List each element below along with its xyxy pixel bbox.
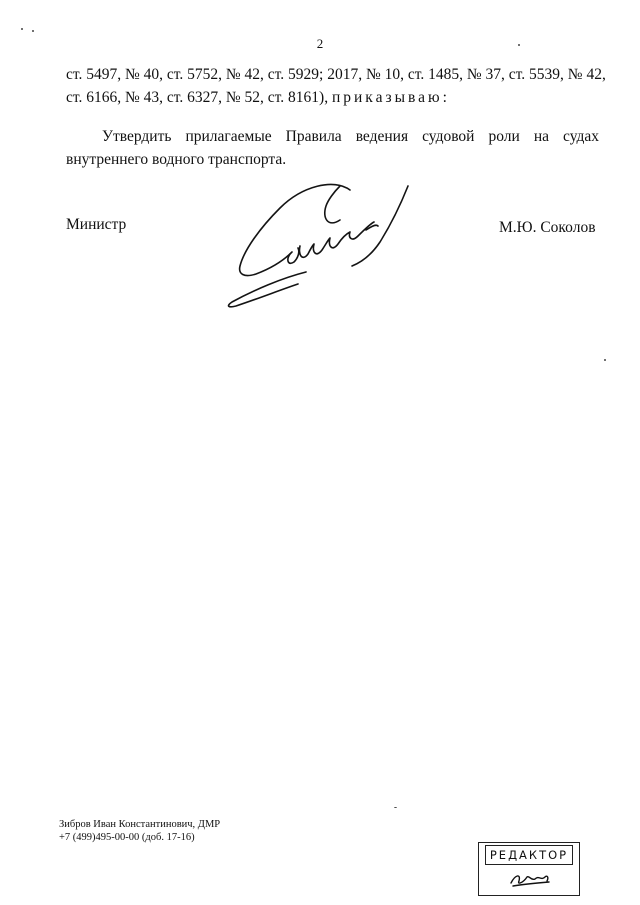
scan-speck (32, 30, 34, 32)
stamp-initials-scribble (509, 867, 551, 889)
contact-phone: +7 (499)495-00-00 (доб. 17-16) (59, 832, 195, 843)
text-line: Утвердить прилагаемые Правила ведения судовой роли на судах (102, 128, 599, 145)
signatory-name: М.Ю. Соколов (499, 219, 596, 236)
approval-paragraph (66, 125, 599, 171)
page-number: 2 (316, 36, 324, 51)
scan-speck (21, 28, 23, 30)
stamp-label: РЕДАКТОР (485, 845, 573, 865)
handwritten-signature (222, 178, 418, 316)
decree-basis-paragraph (66, 63, 606, 109)
text-line: ст. 5497, № 40, ст. 5752, № 42, ст. 5929; 2017, № 10, ст. 1485, № 37, ст. 5539, № 42, (66, 66, 606, 83)
text-line (66, 86, 599, 109)
order-word: приказываю: (331, 89, 450, 106)
scan-speck (394, 807, 397, 808)
scan-speck (518, 44, 520, 46)
editor-stamp (478, 842, 580, 896)
contact-name: Зибров Иван Константинович, ДМР (59, 819, 221, 830)
signatory-title: Министр (66, 216, 127, 233)
scan-speck (604, 359, 606, 361)
text-line: внутреннего водного транспорта. (66, 151, 287, 168)
text-fragment: ст. 6166, № 43, ст. 6327, № 52, ст. 8161), (66, 89, 329, 106)
